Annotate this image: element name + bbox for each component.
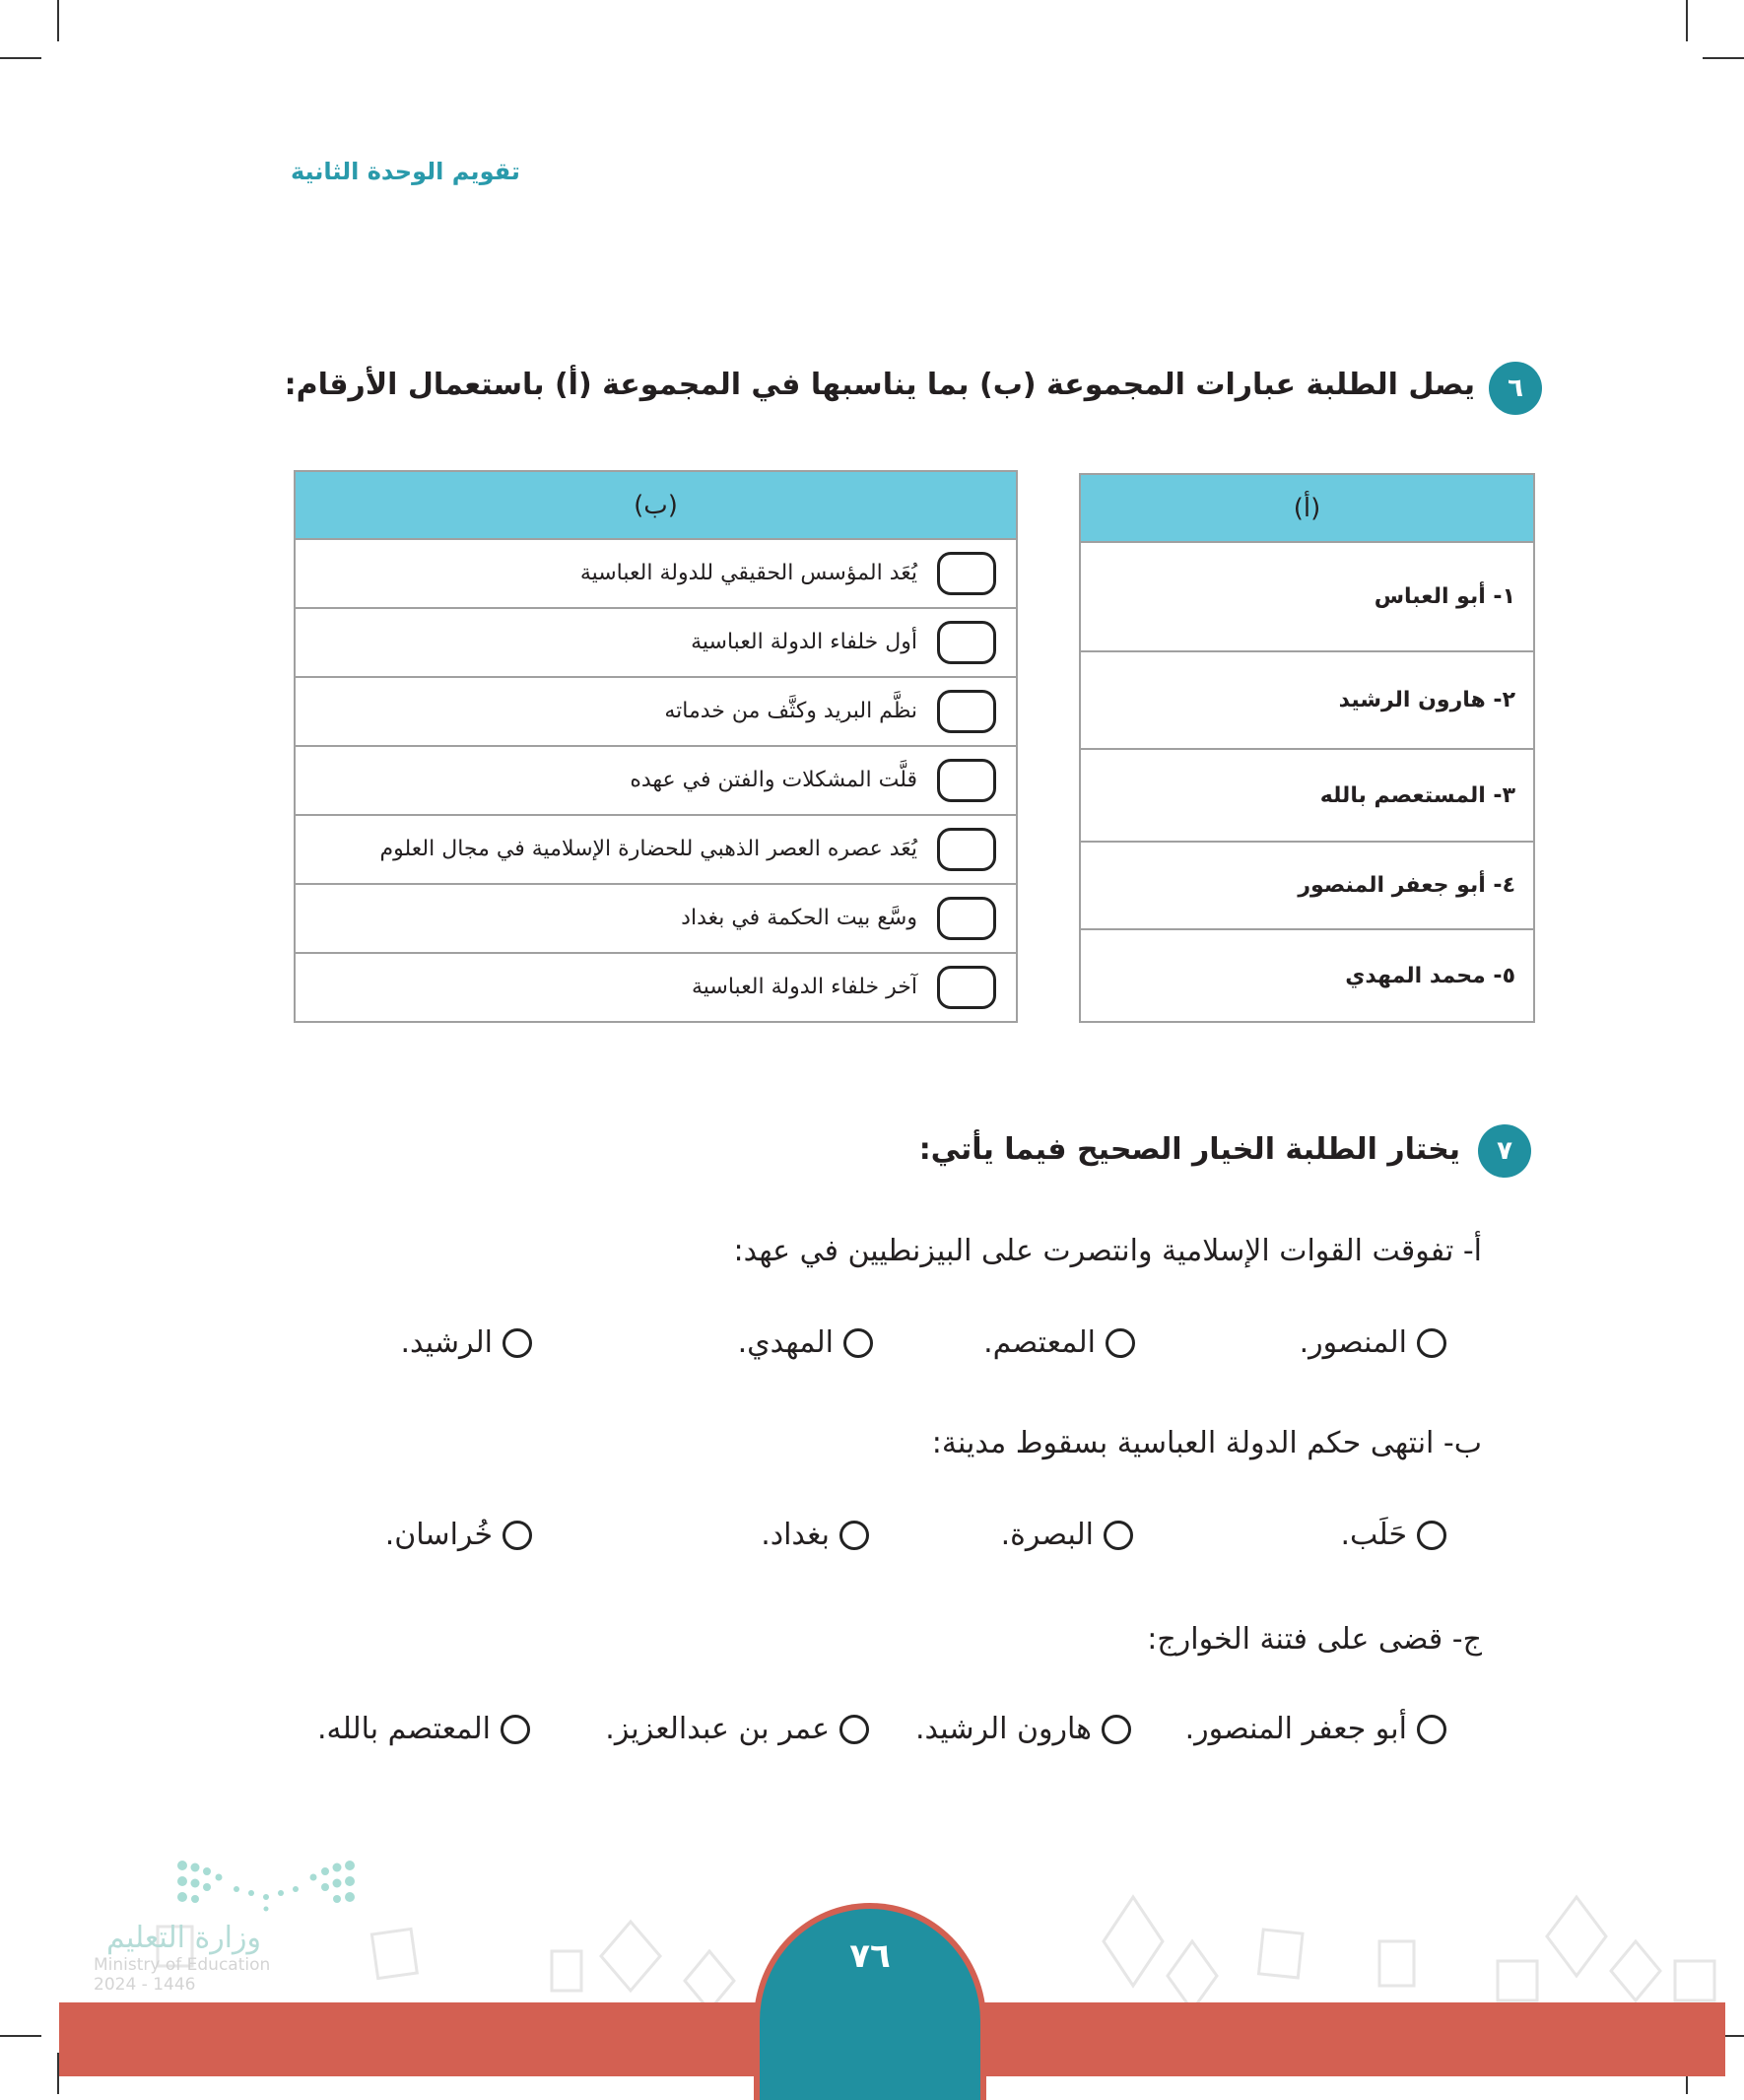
answer-box[interactable] bbox=[937, 966, 996, 1009]
group-a-header: (أ) bbox=[1080, 474, 1534, 542]
option-label: هارون الرشيد. bbox=[914, 1712, 1092, 1746]
radio-circle[interactable] bbox=[1106, 1328, 1135, 1358]
question-6-title: يصل الطلبة عبارات المجموعة (ب) بما يناسبها في المجموعة (أ) باستعمال الأرقام: bbox=[284, 368, 1475, 402]
question-7-badge: ٧ bbox=[1478, 1124, 1531, 1178]
table-row bbox=[295, 953, 1017, 1022]
radio-circle[interactable] bbox=[1102, 1715, 1131, 1744]
table-row bbox=[1080, 749, 1534, 842]
option[interactable] bbox=[738, 1325, 873, 1360]
group-a-table bbox=[1079, 473, 1535, 1023]
radio-circle[interactable] bbox=[503, 1521, 532, 1550]
logo-year: 2024 - 1446 bbox=[94, 1975, 196, 1995]
question-6-badge: ٦ bbox=[1489, 362, 1542, 415]
radio-circle[interactable] bbox=[1417, 1521, 1446, 1550]
question-7c: ج- قضى على فتنة الخوارج: bbox=[1147, 1622, 1482, 1657]
question-7a: أ- تفوقت القوات الإسلامية وانتصرت على البيزنطيين في عهد: bbox=[733, 1234, 1482, 1268]
option-label: بغداد. bbox=[761, 1518, 830, 1552]
page-number: ٧٦ bbox=[849, 1936, 891, 1976]
name-cell: ٥- محمد المهدي bbox=[1080, 929, 1534, 1022]
option-label: المهدي. bbox=[737, 1325, 834, 1360]
ministry-logo bbox=[94, 1858, 360, 1995]
group-b-header: (ب) bbox=[295, 471, 1017, 539]
radio-circle[interactable] bbox=[839, 1521, 869, 1550]
table-row bbox=[1080, 542, 1534, 651]
statement: يُعَد عصره العصر الذهبي للحضارة الإسلامية في مجال العلوم bbox=[379, 837, 917, 861]
table-row bbox=[1080, 651, 1534, 749]
radio-circle[interactable] bbox=[1417, 1715, 1446, 1744]
option[interactable] bbox=[317, 1712, 530, 1746]
statement: قلَّت المشكلات والفتن في عهده bbox=[630, 768, 917, 792]
unit-title: تقويم الوحدة الثانية bbox=[291, 158, 520, 185]
option-label: خُراسان. bbox=[384, 1518, 493, 1552]
name-cell: ٤- أبو جعفر المنصور bbox=[1080, 842, 1534, 929]
radio-circle[interactable] bbox=[839, 1715, 869, 1744]
statement: وسَّع بيت الحكمة في بغداد bbox=[681, 906, 917, 930]
answer-box[interactable] bbox=[937, 690, 996, 733]
option-label: البصرة. bbox=[1000, 1518, 1094, 1552]
radio-circle[interactable] bbox=[501, 1715, 530, 1744]
option[interactable] bbox=[1185, 1712, 1446, 1746]
name-cell: ٢- هارون الرشيد bbox=[1080, 651, 1534, 749]
crop-mark bbox=[1686, 0, 1688, 41]
name-cell: ٣- المستعصم بالله bbox=[1080, 749, 1534, 842]
table-row bbox=[295, 746, 1017, 815]
statement: يُعَد المؤسس الحقيقي للدولة العباسية bbox=[579, 561, 917, 585]
group-b-table bbox=[294, 470, 1018, 1023]
answer-box[interactable] bbox=[937, 897, 996, 940]
option[interactable] bbox=[385, 1518, 532, 1552]
answer-box[interactable] bbox=[937, 828, 996, 871]
option-label: أبو جعفر المنصور. bbox=[1184, 1712, 1407, 1746]
option[interactable] bbox=[1001, 1518, 1133, 1552]
logo-english: Ministry of Education bbox=[94, 1955, 271, 1975]
option[interactable] bbox=[1341, 1518, 1446, 1552]
question-7-title: يختار الطلبة الخيار الصحيح فيما يأتي: bbox=[918, 1132, 1460, 1167]
option-label: عمر بن عبدالعزيز. bbox=[605, 1712, 830, 1746]
option[interactable] bbox=[761, 1518, 869, 1552]
crop-mark bbox=[0, 2035, 41, 2037]
radio-circle[interactable] bbox=[843, 1328, 873, 1358]
table-row bbox=[295, 815, 1017, 884]
radio-circle[interactable] bbox=[1104, 1521, 1133, 1550]
logo-arabic: وزارة التعليم bbox=[105, 1921, 261, 1955]
option[interactable] bbox=[1300, 1325, 1446, 1360]
logo-dots-icon bbox=[177, 1858, 355, 1917]
answer-box[interactable] bbox=[937, 759, 996, 802]
crop-mark bbox=[1703, 57, 1744, 59]
statement: أول خلفاء الدولة العباسية bbox=[691, 630, 917, 654]
option[interactable] bbox=[605, 1712, 869, 1746]
radio-circle[interactable] bbox=[1417, 1328, 1446, 1358]
name-cell: ١- أبو العباس bbox=[1080, 542, 1534, 651]
table-row bbox=[295, 677, 1017, 746]
answer-box[interactable] bbox=[937, 552, 996, 595]
table-row bbox=[1080, 842, 1534, 929]
crop-mark bbox=[57, 0, 59, 41]
table-row bbox=[1080, 929, 1534, 1022]
option-label: حَلَب. bbox=[1340, 1518, 1407, 1552]
option-label: المعتصم بالله. bbox=[316, 1712, 491, 1746]
option-label: المنصور. bbox=[1299, 1325, 1407, 1360]
option-label: المعتصم. bbox=[983, 1325, 1096, 1360]
table-row bbox=[295, 884, 1017, 953]
option[interactable] bbox=[400, 1325, 532, 1360]
option-label: الرشيد. bbox=[400, 1325, 493, 1360]
option[interactable] bbox=[983, 1325, 1135, 1360]
statement: آخر خلفاء الدولة العباسية bbox=[691, 975, 917, 999]
crop-mark bbox=[0, 57, 41, 59]
table-row bbox=[295, 608, 1017, 677]
question-7b: ب- انتهى حكم الدولة العباسية بسقوط مدينة: bbox=[931, 1426, 1482, 1460]
answer-box[interactable] bbox=[937, 621, 996, 664]
table-row bbox=[295, 539, 1017, 608]
option[interactable] bbox=[915, 1712, 1131, 1746]
statement: نظَّم البريد وكثَّف من خدماته bbox=[664, 699, 917, 723]
radio-circle[interactable] bbox=[503, 1328, 532, 1358]
